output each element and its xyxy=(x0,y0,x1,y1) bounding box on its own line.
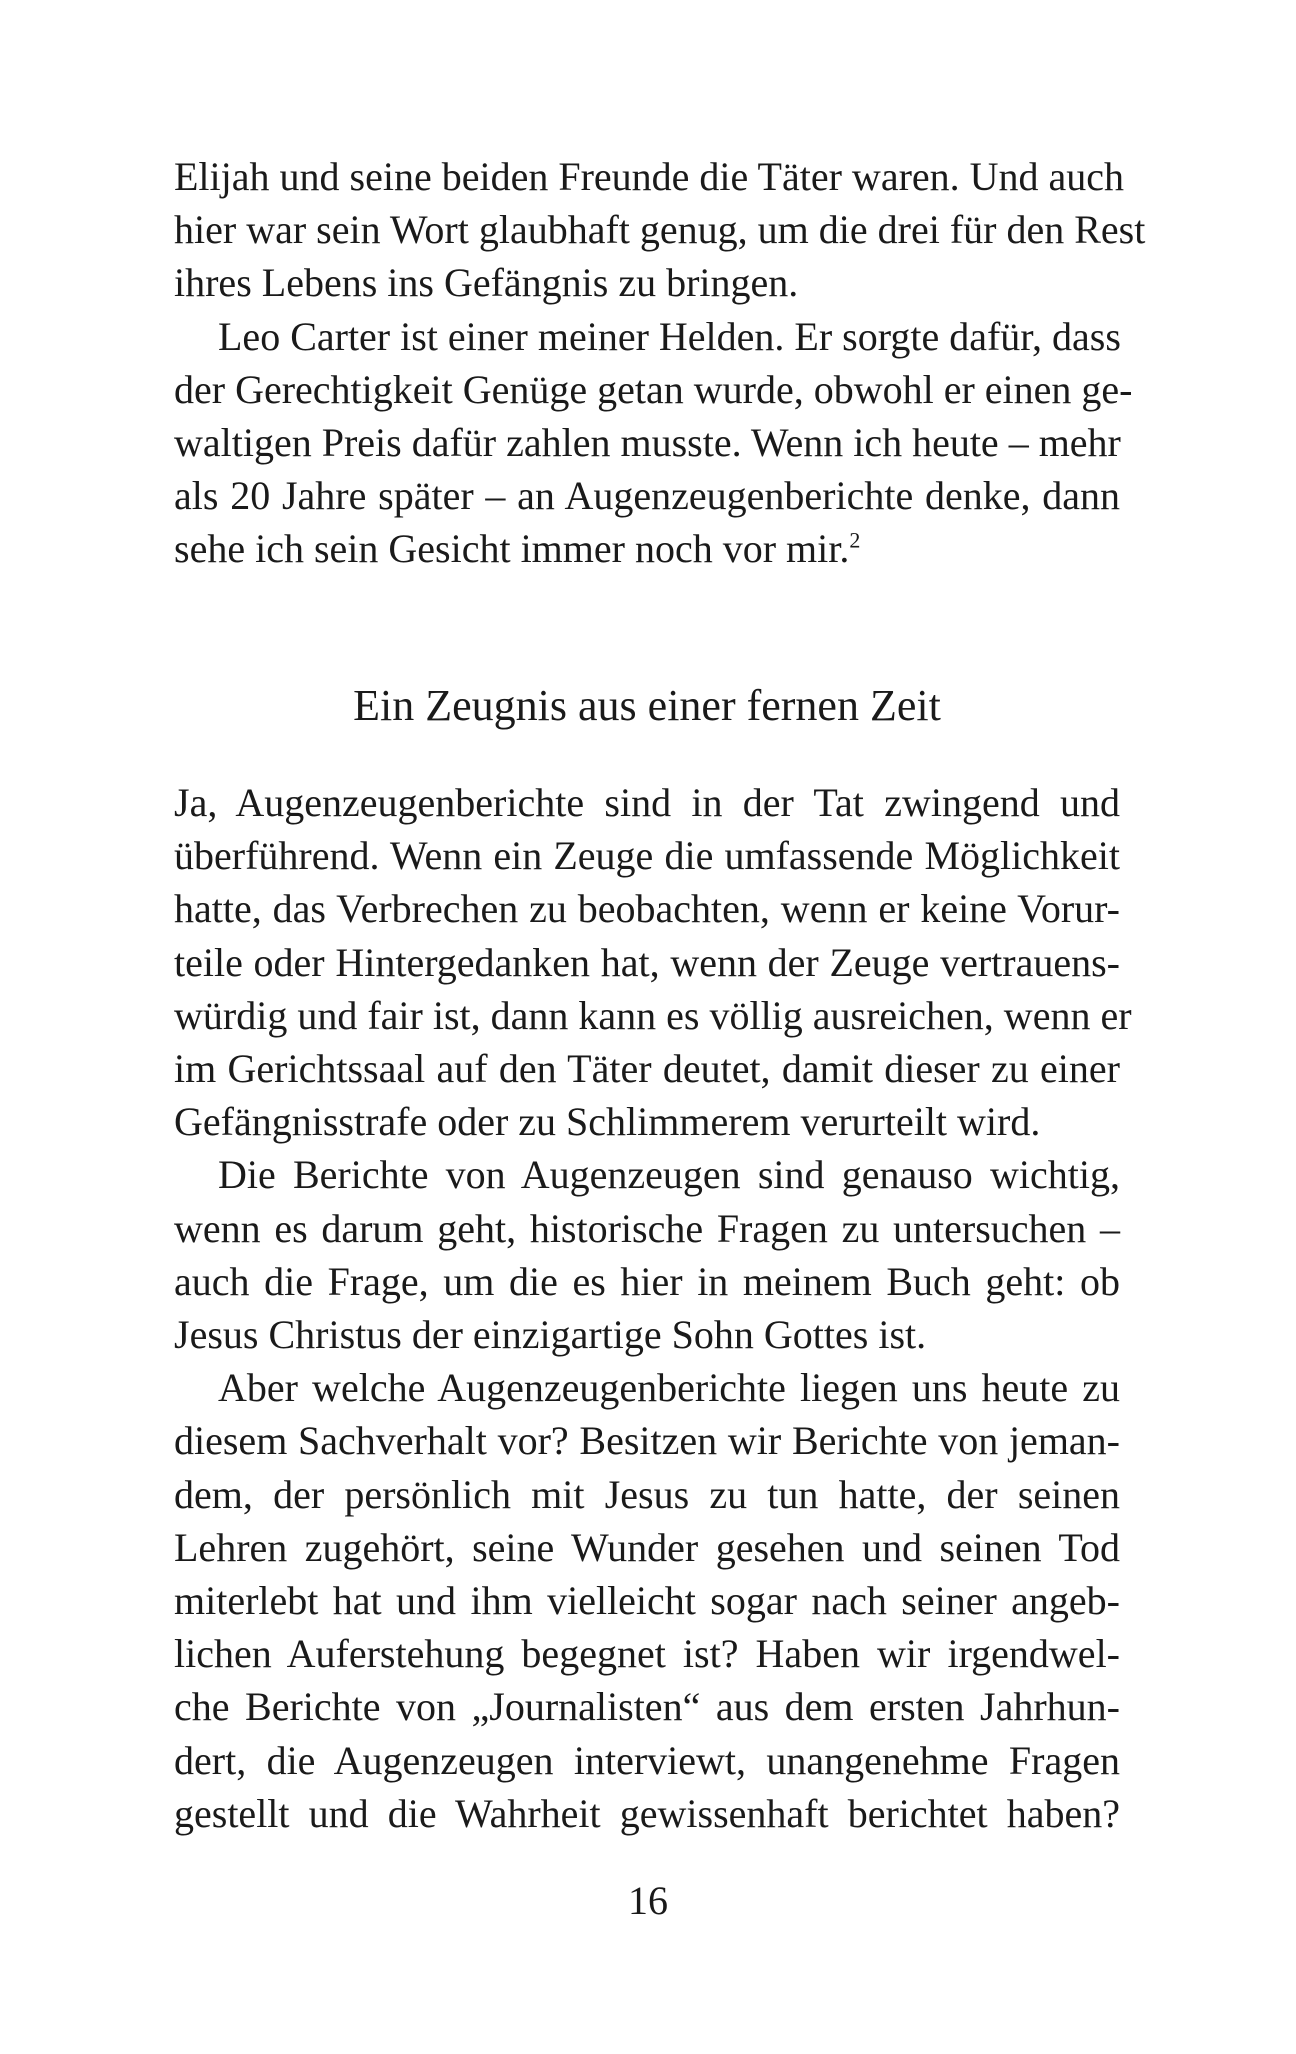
text-line: Leo Carter ist einer meiner Helden. Er sorgte dafür, dass xyxy=(218,313,1121,359)
page-content xyxy=(174,150,1146,1836)
text-line: Die Berichte von Augenzeugen sind genauso wichtig, xyxy=(218,1152,1120,1198)
text-line: teile oder Hintergedanken hat, wenn der Zeuge vertrauens- xyxy=(174,939,1120,985)
paragraph-1 xyxy=(174,150,1146,310)
text-line: ihres Lebens ins Gefängnis zu bringen. xyxy=(174,260,799,306)
text-line: wenn es darum geht, historische Fragen zu untersuchen – xyxy=(174,1205,1120,1251)
text-line: Ja, Augenzeugenberichte sind in der Tat zwingend und xyxy=(174,780,1120,825)
text-line: miterlebt hat und ihm vielleicht sogar nach seiner angeb- xyxy=(174,1578,1120,1624)
text-line: che Berichte von „Journalisten“ aus dem ersten Jahrhun- xyxy=(174,1684,1120,1730)
page-number: 16 xyxy=(628,1878,668,1923)
section-heading: Ein Zeugnis aus einer fernen Zeit xyxy=(353,681,941,730)
text-line: dem, der persönlich mit Jesus zu tun hatte, der seinen xyxy=(174,1471,1120,1517)
body-text-top xyxy=(174,150,1146,576)
text-line: Elijah und seine beiden Freunde die Täter waren. Und auch xyxy=(174,154,1125,199)
paragraph-4 xyxy=(174,1148,1120,1361)
text-line-with-footnote xyxy=(174,522,1120,575)
text-line: als 20 Jahre später – an Augenzeugenberichte denke, dann xyxy=(174,473,1120,519)
text-line: Jesus Christus der einzigartige Sohn Gottes ist. xyxy=(174,1312,927,1358)
text-line: hatte, das Verbrechen zu beobachten, wenn er keine Vorur- xyxy=(174,886,1120,932)
text-line: waltigen Preis dafür zahlen musste. Wenn ich heute – mehr xyxy=(174,420,1121,466)
paragraph-2 xyxy=(174,310,1133,576)
body-text-bottom xyxy=(174,776,1132,1840)
text-line: auch die Frage, um die es hier in meinem Buch geht: ob xyxy=(174,1258,1120,1304)
text-line: im Gerichtssaal auf den Täter deutet, damit dieser zu einer xyxy=(174,1046,1120,1092)
text-line: Gefängnisstrafe oder zu Schlimmerem verurteilt wird. xyxy=(174,1099,1041,1145)
text-line: dert, die Augenzeugen interviewt, unangenehme Fragen xyxy=(174,1737,1120,1783)
text-line: lichen Auferstehung begegnet ist? Haben wir irgendwel- xyxy=(174,1631,1120,1677)
text-line: sehe ich sein Gesicht immer noch vor mir. xyxy=(174,526,850,572)
footnote-marker: 2 xyxy=(849,528,861,554)
text-line: der Gerechtigkeit Genüge getan wurde, obwohl er einen ge- xyxy=(174,366,1133,412)
text-line: würdig und fair ist, dann kann es völlig ausreichen, wenn er xyxy=(174,992,1132,1038)
paragraph-3 xyxy=(174,776,1132,1148)
text-line: Lehren zugehört, seine Wunder gesehen und seinen Tod xyxy=(174,1524,1120,1570)
text-line: Aber welche Augenzeugenberichte liegen uns heute zu xyxy=(218,1365,1120,1411)
text-line: hier war sein Wort glaubhaft genug, um die drei für den Rest xyxy=(174,207,1146,253)
text-line: diesem Sachverhalt vor? Besitzen wir Berichte von jeman- xyxy=(174,1418,1120,1464)
text-line: überführend. Wenn ein Zeuge die umfassende Möglichkeit xyxy=(174,833,1120,879)
text-line: gestellt und die Wahrheit gewissenhaft berichtet haben? xyxy=(174,1790,1120,1836)
paragraph-5 xyxy=(174,1361,1120,1840)
